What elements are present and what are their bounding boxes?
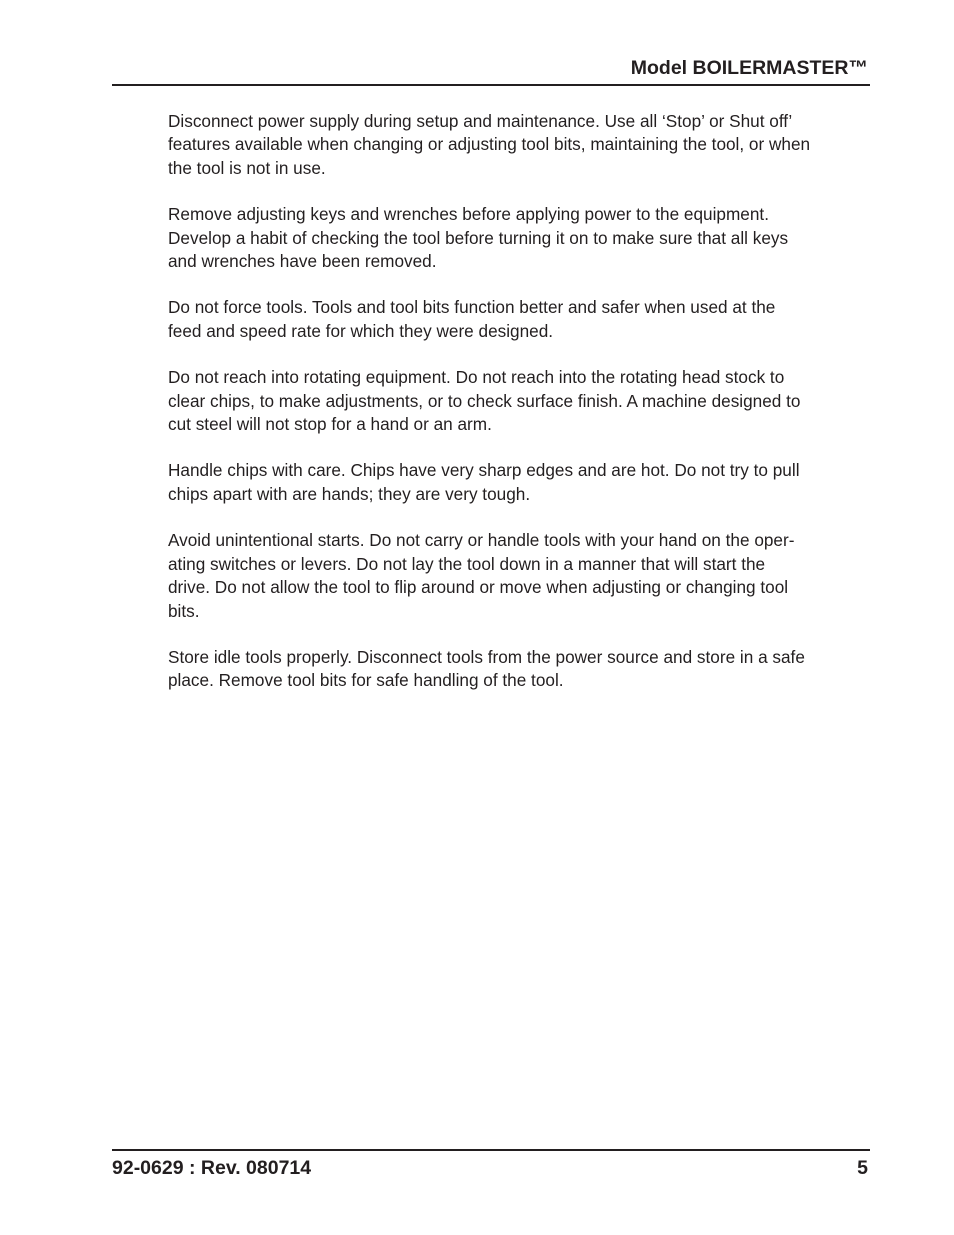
paragraph-line: Do not force tools. Tools and tool bits function better and safer when used at the (168, 297, 776, 318)
paragraph-line: feed and speed rate for which they were designed. (168, 320, 554, 341)
paragraph-line: and wrenches have been removed. (168, 251, 437, 272)
paragraph-remove-keys (168, 203, 872, 273)
paragraph-line: Disconnect power supply during setup and maintenance. Use all ‘Stop’ or Shut off’ (168, 111, 793, 131)
paragraph-line: drive. Do not allow the tool to flip around or move when adjusting or changing tool (168, 577, 789, 598)
paragraph-line: clear chips, to make adjustments, or to check surface finish. A machine designed to (168, 390, 801, 411)
paragraph-line: features available when changing or adjusting tool bits, maintaining the tool, or when (168, 134, 811, 155)
paragraph-line: Do not reach into rotating equipment. Do not reach into the rotating head stock to (168, 367, 785, 388)
paragraph-disconnect-power (168, 110, 872, 180)
paragraph-line: place. Remove tool bits for safe handling of the tool. (168, 670, 564, 691)
paragraph-line: chips apart with are hands; they are very tough. (168, 483, 531, 504)
paragraph-line: Handle chips with care. Chips have very sharp edges and are hot. Do not try to pull (168, 460, 800, 481)
paragraph-line: cut steel will not stop for a hand or an arm. (168, 414, 492, 435)
paragraph-unintentional-starts (168, 529, 872, 623)
paragraph-handle-chips (168, 459, 872, 506)
paragraph-rotating-equipment (168, 366, 872, 436)
paragraph-line: Store idle tools properly. Disconnect tools from the power source and store in a safe (168, 646, 805, 667)
paragraph-line: ating switches or levers. Do not lay the tool down in a manner that will start the (168, 553, 766, 574)
paragraph-store-idle-tools (168, 646, 872, 693)
paragraph-line: Develop a habit of checking the tool before turning it on to make sure that all keys (168, 227, 789, 248)
page-body (168, 110, 872, 716)
paragraph-line: the tool is not in use. (168, 157, 326, 178)
header-title: Model BOILERMASTER™ (630, 57, 868, 79)
paragraph-line: Remove adjusting keys and wrenches before applying power to the equipment. (168, 204, 769, 225)
footer-rule (112, 1149, 870, 1151)
footer-document-number: 92-0629 : Rev. 080714 (112, 1157, 312, 1179)
paragraph-line: Avoid unintentional starts. Do not carry or handle tools with your hand on the oper- (168, 530, 795, 551)
paragraph-line: bits. (168, 600, 200, 621)
paragraph-do-not-force (168, 296, 872, 343)
header-rule (112, 84, 870, 86)
footer-page-number: 5 (857, 1157, 868, 1179)
